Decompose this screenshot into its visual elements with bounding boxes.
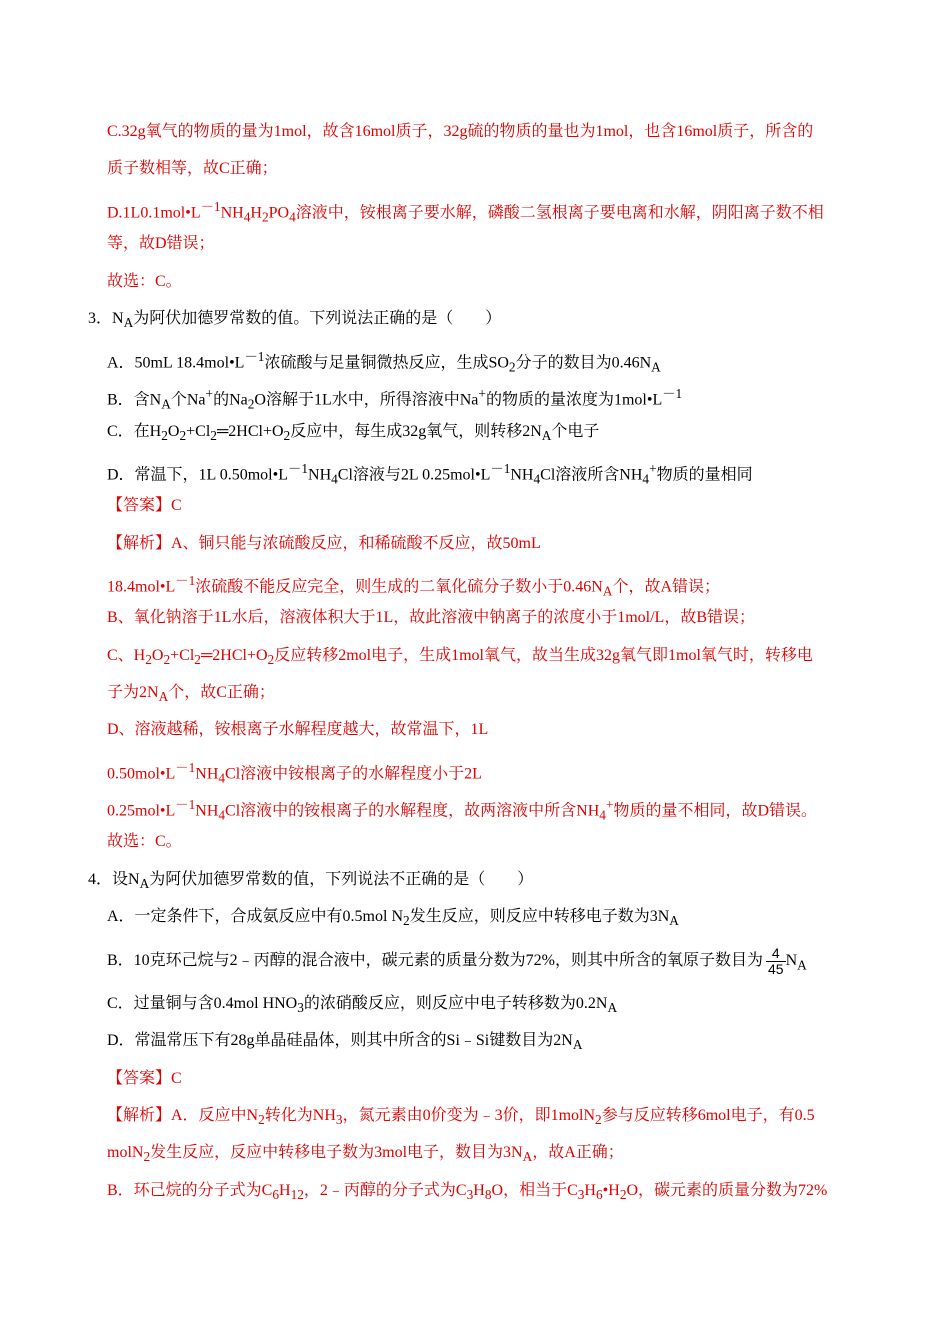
text-line: 子为$2N_A$个，故C正确； [107, 684, 275, 705]
text-line: C、$H_2O_2+Cl_2═2HCl+O_2$反应转移2mol电子，生成1mol氧气，故当生成32g氧气即1mol氧气时，转移电 [107, 647, 813, 668]
text-line: C．过量铜与含0.4mol $HNO_3$的浓硝酸反应，则反应中电子转移数为$0.2N_A$ [107, 995, 618, 1016]
text-line: B、氧化钠溶于1L水后，溶液体积大于1L，故此溶液中钠离子的浓度小于1mol/L，故B错误； [107, 609, 756, 626]
text-line: molN$_2$发生反应，反应中转移电子数为3mol电子，数目为$3N_A$，故A正确； [107, 1144, 624, 1165]
text-line: 【答案】C [107, 497, 182, 514]
text-line: A．一定条件下，合成氨反应中有0.5mol $N_2$发生反应，则反应中转移电子数为$3N_A$ [107, 908, 679, 929]
text-line: C．在$H_2O_2+Cl_2═2HCl+O_2$反应中，每生成32g氧气，则转移$2N_A$个电子 [107, 423, 600, 444]
text-line: $18.4mol•L^{-1}$浓硫酸不能反应完全，则生成的二氧化硫分子数小于$0.46N_A$个，故A错误； [107, 573, 721, 599]
text-line: $0.25mol•L^{-1}NH_4Cl$溶液中的铵根离子的水解程度，故两溶液中所含$NH_4^+$物质的量不相同，故D错误。 [107, 797, 818, 823]
text-line: D．常温下，1L $0.50mol•L^{-1}NH_4Cl$溶液与2L $0.25mol•L^{-1}NH_4Cl$溶液所含$NH_4^+$物质的量相同 [107, 461, 753, 487]
text-line: 质子数相等，故C正确； [107, 160, 278, 177]
text-line: 4．设$N_A$为阿伏加德罗常数的值，下列说法不正确的是（ ） [88, 871, 534, 892]
text-line: B．10克环己烷与2﹣丙醇的混合液中，碳元素的质量分数为72%，则其中所含的氧原子数目为 $\frac{4}{45}$ $N_A$ [107, 945, 807, 977]
text-line: $D.1L0.1mol•L^{-1}NH_4H_2PO_4$溶液中，铵根离子要水解，磷酸二氢根离子要电离和水解，阴阳离子数不相 [107, 199, 824, 225]
text-line: $0.50mol•L^{-1}NH_4Cl$溶液中铵根离子的水解程度小于2L [107, 760, 482, 786]
text-line: B．含$N_A$个Na+的$Na_2O$溶解于1L水中，所得溶液中Na+的物质的量浓度为$1mol•L^{-1}$ [107, 386, 683, 412]
text-line: 【解析】A、铜只能与浓硫酸反应，和稀硫酸不反应，故50mL [107, 535, 541, 552]
text-line: 等，故D错误； [107, 235, 215, 252]
text-line: 【答案】C [107, 1070, 182, 1087]
text-line: D．常温常压下有28g单晶硅晶体，则其中所含的Si﹣Si键数目为$2N_A$ [107, 1032, 583, 1053]
text-line: C.32g氧气的物质的量为1mol，故含16mol质子，32g硫的物质的量也为1mol，也含16mol质子，所含的 [107, 123, 814, 140]
text-line: B．环己烷的分子式为$C_6H_{12}$，2﹣丙醇的分子式为$C_3H_8O$，相当于$C_3H_6•H_2O$，碳元素的质量分数为72% [107, 1182, 828, 1203]
text-line: 故选：C。 [107, 273, 182, 290]
text-line: 3．$N_A$为阿伏加德罗常数的值。下列说法正确的是（ ） [88, 310, 502, 331]
text-line: 【解析】A．反应中$N_2$转化为$NH_3$，氮元素由0价变为﹣3价，即1molN$_2$参与反应转移6mol电子，有0.5 [107, 1107, 815, 1128]
text-line: 故选：C。 [107, 833, 182, 850]
text-line: A．50mL $18.4mol•L^{-1}$浓硫酸与足量铜微热反应，生成$SO_2$分子的数目为$0.46N_A$ [107, 349, 661, 375]
text-line: D、溶液越稀，铵根离子水解程度越大，故常温下，1L [107, 721, 489, 738]
